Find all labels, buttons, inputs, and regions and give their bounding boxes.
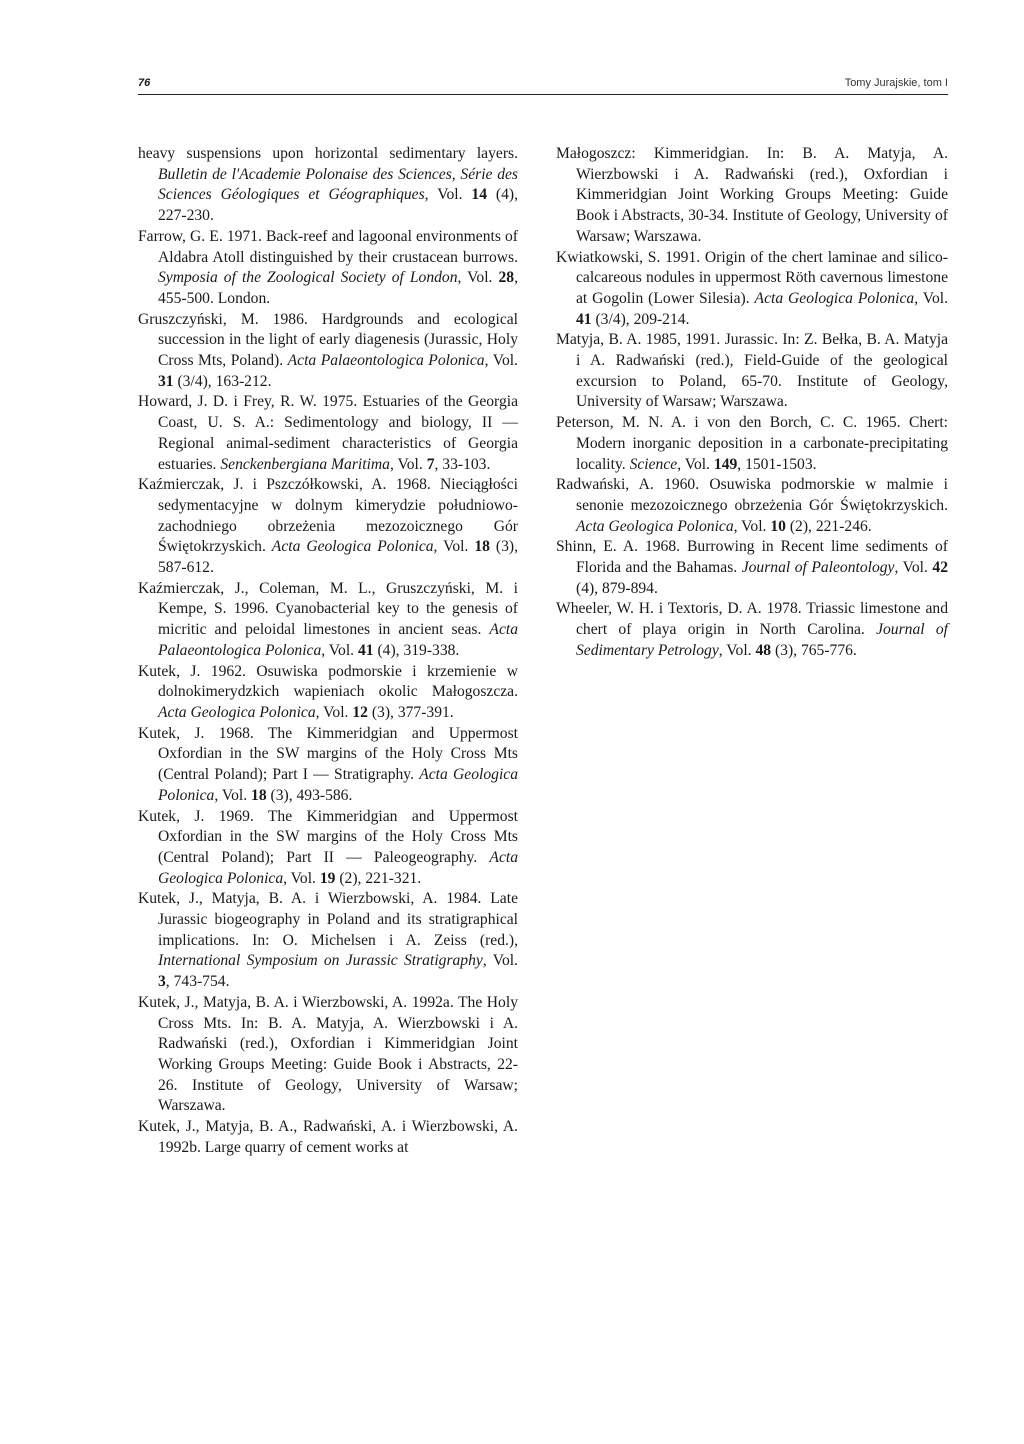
page-number: 76	[138, 77, 151, 89]
reference-title: Acta Geologica Polonica	[158, 848, 518, 887]
reference-text: , Vol.	[733, 517, 771, 535]
reference-entry	[556, 599, 948, 661]
reference-entry	[556, 144, 948, 248]
reference-text: (3), 377-391.	[367, 703, 454, 721]
reference-text: Kutek, J., Matyja, B. A., Radwański, A. i Wierzbowski, A. 1992b. Large quarry of cement works at	[138, 1118, 518, 1156]
reference-text: heavy suspensions upon horizontal sedimentary layers.	[138, 145, 518, 162]
reference-text: Kwiatkowski, S. 1991. Origin of the chert laminae and silico-calcareous nodules in uppermost Röth cavernous limestone at Gogolin (Lower Silesia).	[556, 248, 948, 307]
reference-text: Peterson, M. N. A. i von den Borch, C. C. 1965. Chert: Modern inorganic deposition in a carbonate-precipitating locality.	[556, 414, 948, 473]
reference-title: Bulletin de l'Academie Polonaise des Sciences, Série des Sciences Géologiques et Géographiques	[158, 165, 518, 204]
reference-text: , Vol.	[214, 786, 252, 804]
reference-entry	[138, 807, 518, 890]
reference-entry	[138, 227, 518, 310]
reference-entry	[138, 1117, 518, 1158]
reference-text: , 455-500. London.	[158, 269, 518, 307]
reference-text: , Vol.	[718, 641, 756, 659]
reference-text: , 33-103.	[434, 455, 491, 473]
reference-text: Howard, J. D. i Frey, R. W. 1975. Estuaries of the Georgia Coast, U. S. A.: Sedimentology and biology, II — Regional animal-sediment characteristics of Georgia estuaries.	[138, 393, 518, 473]
reference-text: (2), 221-246.	[785, 517, 872, 535]
reference-text: Farrow, G. E. 1971. Back-reef and lagoonal environments of Aldabra Atoll distinguished by their crustacean burrows.	[138, 227, 518, 266]
reference-text: (3), 587-612.	[158, 538, 518, 577]
reference-entry	[138, 579, 518, 662]
reference-text: Gruszczyński, M. 1986. Hardgrounds and ecological succession in the light of early diagenesis (Jurassic, Holy Cross Mts, Poland).	[138, 310, 518, 370]
reference-text: Matyja, B. A. 1985, 1991. Jurassic. In: Z. Bełka, B. A. Matyja i A. Radwański (red.), Field-Guide of the geological excursion to Poland, 65-70. Institute of Geology, University of Warsaw; Warszawa.	[556, 331, 948, 411]
reference-text: , Vol.	[433, 538, 475, 556]
reference-entry	[138, 475, 518, 579]
reference-title: Acta Geologica Polonica	[271, 538, 434, 556]
reference-text: Kaźmierczak, J., Coleman, M. L., Gruszczyński, M. i Kempe, S. 1996. Cyanobacterial key to the genesis of micritic and peloidal limestones in ancient seas.	[138, 579, 518, 639]
reference-entry	[138, 724, 518, 807]
reference-text: (3), 765-776.	[771, 641, 857, 659]
reference-volume: 48	[755, 641, 772, 659]
reference-text: Radwański, A. 1960. Osuwiska podmorskie w malmie i senonie mezozoicznego obrzeżenia Gór Świętokrzyskich.	[556, 476, 948, 514]
reference-text: Shinn, E. A. 1968. Burrowing in Recent lime sediments of Florida and the Bahamas.	[556, 538, 948, 577]
reference-entry	[138, 662, 518, 724]
reference-volume: 28	[498, 269, 515, 287]
reference-text: (2), 221-321.	[335, 869, 422, 887]
reference-entry	[556, 413, 948, 475]
reference-title: Symposia of the Zoological Society of London	[158, 269, 458, 287]
reference-text: Małogoszcz: Kimmeridgian. In: B. A. Matyja, A. Wierzbowski i A. Radwański (red.), Oxfordian i Kimmeridgian Joint Working Groups Meeting: Guide Book i Abstracts, 30-34. Institute of Geology, University of Warsaw; Warszawa.	[556, 145, 948, 245]
reference-text: , Vol.	[482, 952, 518, 970]
reference-text: (4), 319-338.	[373, 641, 460, 659]
reference-text: Kaźmierczak, J. i Pszczółkowski, A. 1968. Nieciągłości sedymentacyjne w dolnym kimerydzie południowo-zachodniego obrzeżenia mezozoicznego Gór Świętokrzyskich.	[138, 476, 518, 556]
reference-text: , Vol.	[484, 352, 518, 370]
reference-text: Kutek, J., Matyja, B. A. i Wierzbowski, A. 1984. Late Jurassic biogeography in Poland and its stratigraphical implications. In: O. Michelsen i A. Zeiss (red.),	[138, 890, 518, 949]
reference-text: , Vol.	[677, 455, 714, 473]
reference-text: , Vol.	[389, 455, 427, 473]
reference-volume: 31	[158, 372, 174, 390]
reference-title: Science	[629, 455, 678, 473]
reference-entry	[138, 392, 518, 475]
reference-text: (4), 227-230.	[158, 186, 518, 225]
references-left-column	[138, 144, 518, 1158]
reference-entry	[138, 310, 518, 393]
reference-volume: 41	[576, 310, 592, 328]
reference-title: Acta Geologica Polonica	[158, 703, 316, 721]
reference-entry	[138, 993, 518, 1117]
reference-title: Journal of Sedimentary Petrology	[576, 621, 948, 659]
reference-volume: 12	[352, 703, 368, 721]
reference-volume: 42	[932, 559, 948, 577]
running-header	[138, 76, 948, 95]
reference-text: , 1501-1503.	[737, 455, 817, 473]
reference-entry	[138, 144, 518, 227]
reference-title: International Symposium on Jurassic Stratigraphy	[158, 952, 483, 970]
reference-text: , Vol.	[283, 869, 320, 887]
reference-text: , Vol.	[894, 559, 933, 577]
reference-volume: 3	[158, 973, 166, 991]
references-right-column	[556, 144, 948, 662]
reference-title: Acta Palaeontologica Polonica	[158, 621, 518, 659]
reference-text: Kutek, J. 1968. The Kimmeridgian and Uppermost Oxfordian in the SW margins of the Holy Cross Mts (Central Poland); Part I — Stratigraphy.	[138, 724, 518, 784]
reference-volume: 10	[770, 517, 786, 535]
reference-text: , 743-754.	[165, 973, 230, 991]
reference-text: Kutek, J. 1962. Osuwiska podmorskie i krzemienie w dolnokimerydzkich wapieniach okolic Małogoszcza.	[138, 662, 518, 701]
reference-text: Kutek, J. 1969. The Kimmeridgian and Uppermost Oxfordian in the SW margins of the Holy Cross Mts (Central Poland); Part II — Paleogeography.	[138, 807, 518, 866]
reference-volume: 18	[251, 786, 267, 804]
reference-volume: 149	[713, 455, 738, 473]
reference-text: (3/4), 163-212.	[173, 372, 272, 390]
reference-volume: 7	[426, 455, 435, 473]
reference-entry	[556, 330, 948, 413]
reference-entry	[556, 537, 948, 599]
reference-volume: 18	[474, 538, 490, 556]
reference-text: , Vol.	[424, 186, 472, 204]
reference-title: Acta Geologica Polonica	[158, 766, 519, 804]
reference-entry	[138, 889, 518, 993]
reference-text: (3/4), 209-214.	[591, 310, 690, 328]
reference-text: , Vol.	[315, 703, 353, 721]
reference-entry	[556, 475, 948, 537]
reference-text: Kutek, J., Matyja, B. A. i Wierzbowski, A. 1992a. The Holy Cross Mts. In: B. A. Matyja, A. Wierzbowski i A. Radwański (red.), Oxfordian i Kimmeridgian Joint Working Groups Meeting: Guide Book i Abstracts, 22-26. Institute of Geology, University of Warsaw; Warszawa.	[138, 993, 518, 1115]
reference-text: , Vol.	[457, 269, 499, 287]
reference-text: Wheeler, W. H. i Textoris, D. A. 1978. Triassic limestone and chert of playa origin in North Carolina.	[556, 600, 948, 639]
reference-volume: 19	[319, 869, 336, 887]
reference-volume: 14	[471, 186, 487, 204]
reference-text: , Vol.	[321, 641, 358, 659]
reference-title: Journal of Paleontology	[741, 559, 895, 577]
reference-entry	[556, 248, 948, 331]
reference-title: Acta Geologica Polonica	[576, 517, 734, 535]
reference-text: , Vol.	[914, 289, 948, 307]
reference-text: (3), 493-586.	[266, 786, 353, 804]
reference-title: Acta Palaeontologica Polonica	[287, 352, 485, 370]
reference-text: (4), 879-894.	[576, 579, 658, 597]
reference-title: Acta Geologica Polonica	[754, 289, 915, 307]
reference-title: Senckenbergiana Maritima	[220, 455, 390, 473]
running-title: Tomy Jurajskie, tom I	[844, 77, 948, 89]
reference-volume: 41	[357, 641, 374, 659]
